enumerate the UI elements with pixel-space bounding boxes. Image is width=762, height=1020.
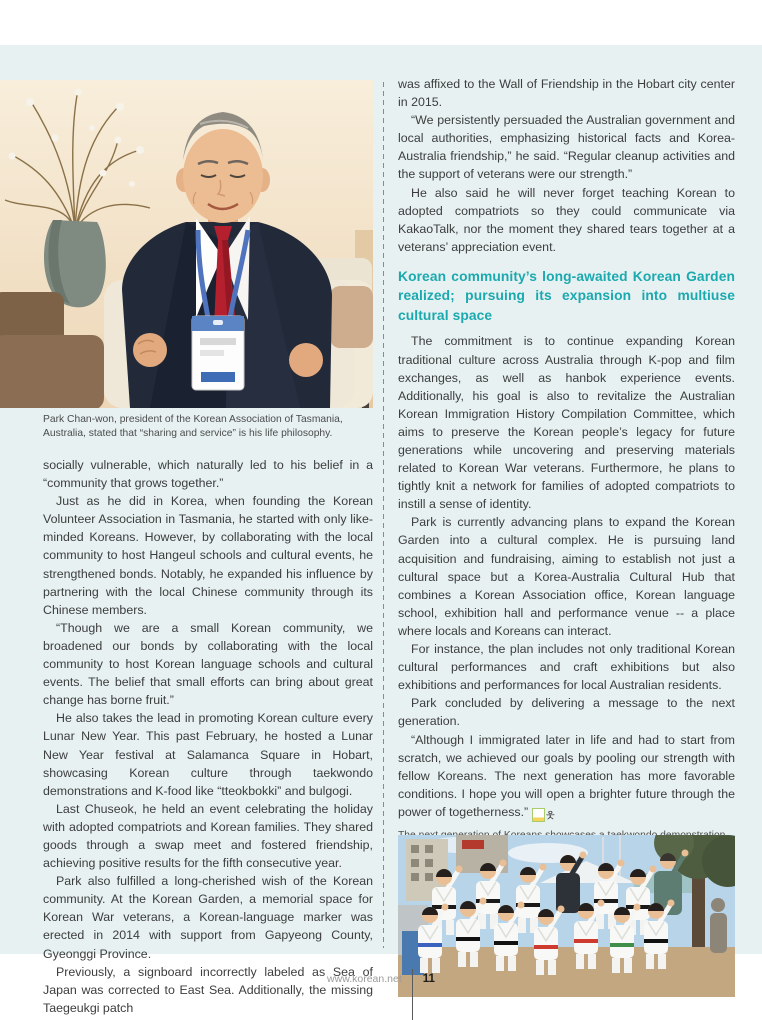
article-end-mark-icon: 웃: [532, 808, 545, 822]
section-heading: Korean community’s long-awaited Korean Garden realized; pursuing its expansion into multiuse cultural space: [398, 268, 735, 323]
paragraph: Last Chuseok, he held an event celebrating the holiday with adopted compatriots and Korean families. They shared goods through a swap meet and fostered friendship, achieving positive results for the fifth consecutive year.: [43, 801, 373, 871]
paragraph: was affixed to the Wall of Friendship in the Hobart city center in 2015.: [398, 77, 735, 110]
column-divider: [383, 82, 384, 948]
closing-text: “Although I immigrated later in life and had to start from scratch, we achieved our goals by pooling our strength with fellow Koreans. The next generation has more favorable conditions. I hope you will open a brighter future through the power of togetherness.”: [398, 732, 735, 819]
paragraph: socially vulnerable, which naturally led to his belief in a “community that grows together.”: [43, 458, 373, 491]
left-fist: [133, 333, 167, 367]
paragraph: He also said he will never forget teaching Korean to adopted compatriots so they could communicate via KakaoTalk, nor the moment they shared tears together at a veterans’ appreciation event.: [398, 185, 735, 254]
portrait-caption: Park Chan-won, president of the Korean Association of Tasmania, Australia, stated that “sharing and service” is his life philosophy.: [43, 414, 343, 439]
bystanders: [710, 898, 727, 953]
left-column: [43, 456, 373, 1017]
paragraph: For instance, the plan includes not only traditional Korean cultural performances and craft exhibitions but also exhibitions and performances for local Australian residents.: [398, 642, 735, 693]
id-badge: [192, 316, 244, 390]
portrait-photo-illustration: [0, 80, 373, 408]
paragraph: Just as he did in Korea, when founding the Korean Volunteer Association in Tasmania, he started with only like-minded Koreans. However, by collaborating with the local community to host Hangeul schools and cultural events, he strengthened bonds. Notably, he expanded his influence by partnering with the local Chinese community through its Chinese members.: [43, 494, 373, 617]
closing-paragraph: [398, 731, 735, 822]
footer-divider: [412, 969, 413, 1020]
paragraph: The commitment is to continue expanding Korean traditional culture across Australia through K-pop and film exchanges, as well as hanbok experience events. Additionally, his goal is also to revitalize the Australian Korean Immigration History Compilation Committee, which aims to preserve the Korean people’s legacy for future generations while uncovering and preserving materials related to Korean War veterans. Furthermore, he plans to tightly knit a network for families of adopted compatriots to instill a sense of identity.: [398, 334, 735, 512]
cushion: [0, 335, 104, 408]
paragraph: “Though we are a small Korean community, we broadened our bonds by collaborating with the local community to host Korean language schools and cultural events. The belief that small efforts can bring about great change has borne fruit.”: [43, 620, 373, 708]
portrait-photo: [0, 80, 373, 408]
right-fist: [289, 343, 323, 377]
paragraph: Previously, a signboard incorrectly labeled as Sea of Japan was corrected to East Sea. Additionally, the missing Taegeukgi patch: [43, 964, 373, 1015]
right-column: [398, 75, 735, 857]
paragraph: Park is currently advancing plans to expand the Korean Garden into a cultural complex. He is pursuing land acquisition and fundraising, aiming to establish not just a cultural space but a Korea-Australia Cultural Hub that combines a Korean Association office, Korean language school, exhibition hall and performance venue -- a place where locals and Koreans can interact.: [398, 515, 735, 638]
footer-site-url: www.korean.net: [327, 973, 402, 985]
paragraph: Park also fulfilled a long-cherished wish of the Korean community. At the Korean Garden, a memorial space for Korean War veterans, a Korean-language marker was erected in 2014 with support from Gapyeong County, Gyeonggi Province.: [43, 874, 373, 961]
paragraph: “We persistently persuaded the Australian government and local authorities, emphasizing historical facts and Korea-Australia friendship,” he said. “Regular cleanup activities and the support of veterans were our strength.”: [398, 113, 735, 182]
page-number: 11: [422, 973, 435, 985]
page-footer: [0, 969, 762, 1020]
paragraph: He also takes the lead in promoting Korean culture every Lunar New Year. This past February, he hosted a Lunar New Year festival at Salamanca Square in Hobart, showcasing Korean culture through taekwondo demonstrations and K-food like “tteokbokki” and bulgogi.: [43, 711, 373, 798]
paragraph: Park concluded by delivering a message to the next generation.: [398, 696, 735, 729]
